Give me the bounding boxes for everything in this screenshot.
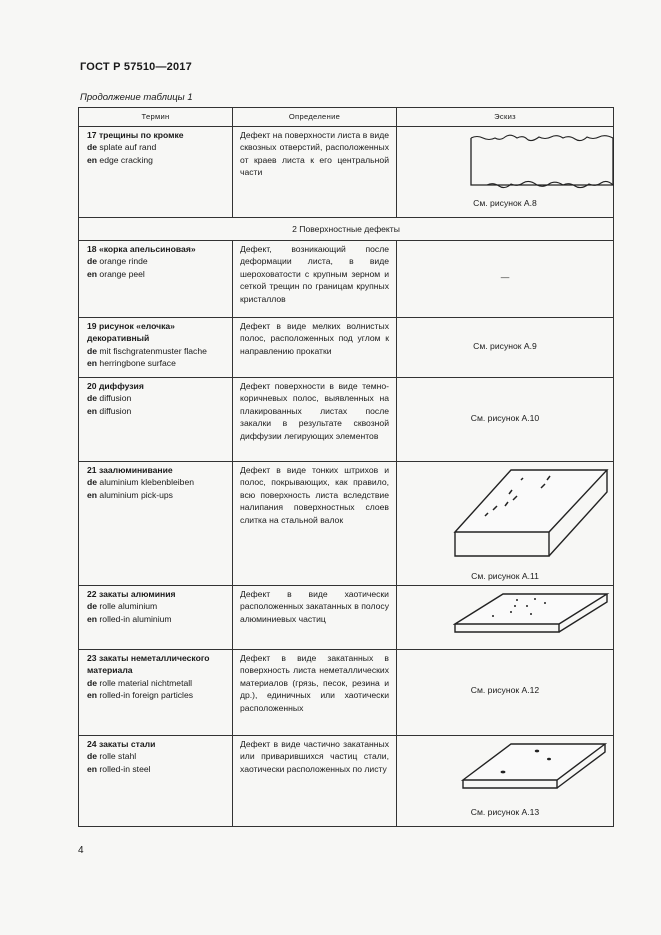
table-caption: Продолжение таблицы 1 xyxy=(80,92,193,103)
definition-cell: Дефект в виде хаотически расположенных закатанных в полосу алюминиевых частиц xyxy=(233,586,397,650)
column-header-term: Термин xyxy=(79,108,233,127)
sketch-caption: См. рисунок А.8 xyxy=(473,198,537,208)
term-en: en diffusion xyxy=(87,405,132,416)
term-de: de diffusion xyxy=(87,393,132,404)
term-cell xyxy=(79,127,233,218)
sketch-cell xyxy=(397,378,614,462)
terms-table xyxy=(78,107,614,827)
table-row xyxy=(79,127,614,218)
table-row xyxy=(79,241,614,318)
table-row xyxy=(79,650,614,736)
term-en: en rolled-in aluminium xyxy=(87,613,172,624)
sketch-caption: См. рисунок А.12 xyxy=(470,685,540,695)
term-de: de rolle material nichtmetall xyxy=(87,677,193,688)
term-ru: 19 рисунок «елочка» декоративный xyxy=(87,321,175,344)
term-de: de orange rinde xyxy=(87,256,148,267)
term-ru: 23 закаты неметаллического материала xyxy=(87,653,210,676)
sketch-caption: — xyxy=(500,272,510,282)
definition-cell: Дефект в виде частично закатанных или приварившихся частиц стали, хаотически расположенных по листу xyxy=(233,736,397,827)
term-en: en herringbone surface xyxy=(87,358,176,369)
term-cell xyxy=(79,462,233,586)
sketch-cell xyxy=(397,462,614,586)
term-ru: 22 закаты алюминия xyxy=(87,589,176,599)
plate-with-steel-particles-icon xyxy=(461,742,611,802)
term-ru: 21 заалюминивание xyxy=(87,465,173,475)
term-de: de mit fischgratenmuster flache xyxy=(87,345,207,356)
table-row xyxy=(79,318,614,378)
term-cell xyxy=(79,378,233,462)
term-en: en rolled-in foreign particles xyxy=(87,690,194,701)
sketch-caption: См. рисунок А.13 xyxy=(470,807,540,817)
plate-with-streaks-icon xyxy=(453,466,613,562)
definition-cell: Дефект поверхности в виде темно-коричневых полос, выявленных на плакированных листах после закалки в результате сквозной диффузии легирующих элементов xyxy=(233,378,397,462)
column-header-definition: Определение xyxy=(233,108,397,127)
standard-title: ГОСТ Р 57510—2017 xyxy=(80,61,192,73)
term-cell xyxy=(79,650,233,736)
term-de: de rolle stahl xyxy=(87,751,137,762)
term-cell xyxy=(79,736,233,827)
term-ru: 17 трещины по кромке xyxy=(87,130,184,140)
definition-cell: Дефект в виде закатанных в поверхность листа неметаллических материалов (грязь, песок, резина и др.), единичных или хаотически расположенных xyxy=(233,650,397,736)
term-cell xyxy=(79,241,233,318)
term-cell xyxy=(79,318,233,378)
sketch-cell xyxy=(397,736,614,827)
definition-cell: Дефект на поверхности листа в виде сквозных отверстий, расположенных от краев листа к его центральной части xyxy=(233,127,397,218)
term-en: en aluminium pick-ups xyxy=(87,489,173,500)
sketch-caption: См. рисунок А.11 xyxy=(471,571,539,581)
table-row xyxy=(79,378,614,462)
term-en: en edge cracking xyxy=(87,154,153,165)
definition-cell: Дефект, возникающий после деформации листа, в виде шероховатости с крупным зерном и сеткой трещин по границам крупных кристаллов xyxy=(233,241,397,318)
edge-crack-sheet-icon xyxy=(467,133,617,193)
term-de: de rolle aluminium xyxy=(87,601,158,612)
sketch-cell xyxy=(397,650,614,736)
term-en: en rolled-in steel xyxy=(87,763,151,774)
definition-cell: Дефект в виде мелких волнистых полос, расположенных под углом к направлению прокатки xyxy=(233,318,397,378)
table-row xyxy=(79,586,614,650)
sketch-cell xyxy=(397,318,614,378)
section-title: 2 Поверхностные дефекты xyxy=(79,218,614,241)
term-ru: 20 диффузия xyxy=(87,381,144,391)
table-row xyxy=(79,462,614,586)
sketch-caption: См. рисунок А.9 xyxy=(473,341,537,351)
term-en: en orange peel xyxy=(87,268,145,279)
term-cell xyxy=(79,586,233,650)
sketch-cell xyxy=(397,127,614,218)
term-de: de splate auf rand xyxy=(87,142,157,153)
sketch-caption: См. рисунок А.10 xyxy=(470,413,540,423)
sketch-cell xyxy=(397,241,614,318)
plate-with-particles-icon xyxy=(453,592,613,642)
section-row xyxy=(79,218,614,241)
term-ru: 24 закаты стали xyxy=(87,739,156,749)
sketch-cell xyxy=(397,586,614,650)
table-header-row xyxy=(79,108,614,127)
column-header-sketch: Эскиз xyxy=(397,108,614,127)
page-number: 4 xyxy=(78,845,84,856)
term-ru: 18 «корка апельсиновая» xyxy=(87,244,196,254)
definition-cell: Дефект в виде тонких штрихов и полос, покрывающих, как правило, всю поверхность листа вследствие налипания поверхностных слоев слитка на стальной валок xyxy=(233,462,397,586)
term-de: de aluminium klebenbleiben xyxy=(87,477,195,488)
table-row xyxy=(79,736,614,827)
